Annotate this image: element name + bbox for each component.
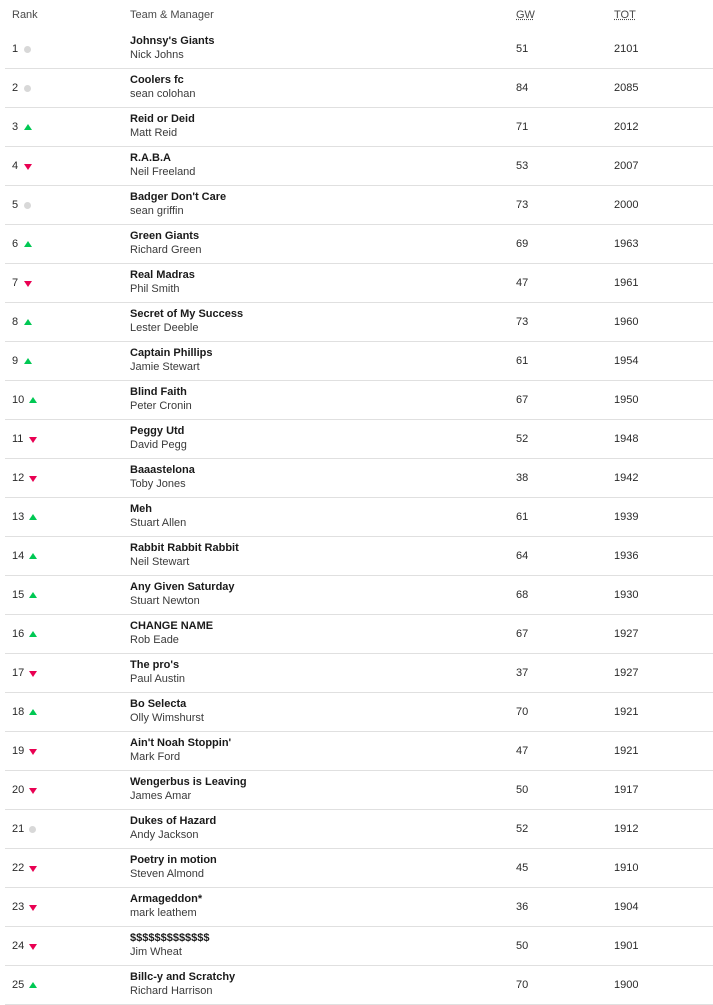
gameweek-points: 53 xyxy=(516,160,529,172)
gameweek-points: 52 xyxy=(516,823,529,835)
rank-number: 16 xyxy=(12,628,25,640)
gameweek-points: 45 xyxy=(516,862,529,874)
team-name-link[interactable]: Johnsy's Giants xyxy=(130,35,215,47)
table-row xyxy=(5,849,713,888)
rank-number: 1 xyxy=(12,43,19,55)
rank-number: 3 xyxy=(12,121,19,133)
manager-name: Phil Smith xyxy=(130,283,180,295)
rank-up-arrow-icon xyxy=(29,514,37,520)
team-name-link[interactable]: Blind Faith xyxy=(130,386,187,398)
rank-unchanged-dot-icon xyxy=(24,202,31,209)
table-row xyxy=(5,693,713,732)
total-points: 2012 xyxy=(614,121,639,133)
total-points: 1921 xyxy=(614,745,639,757)
gameweek-points: 64 xyxy=(516,550,529,562)
total-points: 1936 xyxy=(614,550,639,562)
team-name-link[interactable]: Badger Don't Care xyxy=(130,191,227,203)
team-name-link[interactable]: Reid or Deid xyxy=(130,113,195,125)
manager-name: Rob Eade xyxy=(130,634,179,646)
total-points: 2000 xyxy=(614,199,639,211)
rank-number: 17 xyxy=(12,667,25,679)
gameweek-points: 50 xyxy=(516,940,529,952)
team-name-link[interactable]: The pro's xyxy=(130,659,180,671)
team-name-link[interactable]: Bo Selecta xyxy=(130,698,187,710)
table-row xyxy=(5,888,713,927)
team-name-link[interactable]: Wengerbus is Leaving xyxy=(130,776,247,788)
team-name-link[interactable]: CHANGE NAME xyxy=(130,620,214,632)
manager-name: Lester Deeble xyxy=(130,322,199,334)
table-row xyxy=(5,69,713,108)
rank-number: 10 xyxy=(12,394,25,406)
manager-name: mark leathem xyxy=(130,907,197,919)
manager-name: Richard Green xyxy=(130,244,202,256)
total-points: 1921 xyxy=(614,706,639,718)
table-row xyxy=(5,459,713,498)
rank-column-header: Rank xyxy=(12,9,38,21)
team-name-link[interactable]: Peggy Utd xyxy=(130,425,185,437)
rank-number: 25 xyxy=(12,979,25,991)
total-points: 2101 xyxy=(614,43,639,55)
gameweek-points: 70 xyxy=(516,979,529,991)
rank-number: 23 xyxy=(12,901,25,913)
table-row xyxy=(5,654,713,693)
table-row xyxy=(5,810,713,849)
gameweek-points: 47 xyxy=(516,277,529,289)
rank-up-arrow-icon xyxy=(24,241,32,247)
rank-number: 18 xyxy=(12,706,25,718)
gameweek-points: 67 xyxy=(516,628,529,640)
manager-name: Stuart Allen xyxy=(130,517,187,529)
team-name-link[interactable]: Coolers fc xyxy=(130,74,184,86)
tot-column-header[interactable]: TOT xyxy=(614,9,636,21)
manager-name: Nick Johns xyxy=(130,49,184,61)
team-name-link[interactable]: Meh xyxy=(130,503,152,515)
manager-name: Andy Jackson xyxy=(130,829,199,841)
rank-unchanged-dot-icon xyxy=(24,46,31,53)
gameweek-points: 71 xyxy=(516,121,529,133)
gameweek-points: 69 xyxy=(516,238,529,250)
gameweek-points: 50 xyxy=(516,784,529,796)
manager-name: Steven Almond xyxy=(130,868,204,880)
total-points: 2085 xyxy=(614,82,639,94)
manager-name: Paul Austin xyxy=(130,673,186,685)
rank-number: 21 xyxy=(12,823,25,835)
total-points: 1904 xyxy=(614,901,639,913)
table-body xyxy=(0,30,713,1005)
total-points: 1901 xyxy=(614,940,639,952)
total-points: 2007 xyxy=(614,160,639,172)
rank-number: 12 xyxy=(12,472,25,484)
rank-number: 20 xyxy=(12,784,25,796)
manager-name: Toby Jones xyxy=(130,478,186,490)
table-row xyxy=(5,225,713,264)
rank-unchanged-dot-icon xyxy=(29,826,36,833)
manager-name: Neil Stewart xyxy=(130,556,190,568)
team-name-link[interactable]: Armageddon* xyxy=(130,893,203,905)
table-row xyxy=(5,771,713,810)
table-row xyxy=(5,576,713,615)
gameweek-points: 52 xyxy=(516,433,529,445)
gameweek-points: 68 xyxy=(516,589,529,601)
manager-name: Matt Reid xyxy=(130,127,178,139)
rank-number: 9 xyxy=(12,355,19,367)
rank-number: 4 xyxy=(12,160,19,172)
total-points: 1927 xyxy=(614,667,639,679)
total-points: 1917 xyxy=(614,784,639,796)
table-row xyxy=(5,537,713,576)
table-row xyxy=(5,498,713,537)
team-name-link[interactable]: $$$$$$$$$$$$$ xyxy=(130,932,210,944)
table-row xyxy=(5,342,713,381)
manager-name: Peter Cronin xyxy=(130,400,192,412)
total-points: 1960 xyxy=(614,316,639,328)
rank-down-arrow-icon xyxy=(24,164,32,170)
manager-name: Stuart Newton xyxy=(130,595,200,607)
manager-name: sean griffin xyxy=(130,205,184,217)
rank-up-arrow-icon xyxy=(29,709,37,715)
gameweek-points: 36 xyxy=(516,901,529,913)
rank-down-arrow-icon xyxy=(29,944,37,950)
team-name-link[interactable]: Ain't Noah Stoppin' xyxy=(130,737,232,749)
rank-up-arrow-icon xyxy=(24,319,32,325)
rank-number: 14 xyxy=(12,550,25,562)
rank-number: 6 xyxy=(12,238,19,250)
rank-up-arrow-icon xyxy=(29,553,37,559)
rank-number: 11 xyxy=(12,433,24,445)
total-points: 1954 xyxy=(614,355,639,367)
manager-name: David Pegg xyxy=(130,439,187,451)
table-row xyxy=(5,381,713,420)
rank-number: 24 xyxy=(12,940,25,952)
total-points: 1961 xyxy=(614,277,639,289)
gameweek-points: 51 xyxy=(516,43,529,55)
gameweek-points: 61 xyxy=(516,355,529,367)
rank-up-arrow-icon xyxy=(29,982,37,988)
rank-up-arrow-icon xyxy=(29,592,37,598)
manager-name: Jim Wheat xyxy=(130,946,182,958)
rank-up-arrow-icon xyxy=(29,397,37,403)
rank-up-arrow-icon xyxy=(24,358,32,364)
rank-number: 5 xyxy=(12,199,19,211)
manager-name: Jamie Stewart xyxy=(130,361,200,373)
gameweek-points: 70 xyxy=(516,706,529,718)
gameweek-points: 73 xyxy=(516,316,529,328)
rank-unchanged-dot-icon xyxy=(24,85,31,92)
rank-up-arrow-icon xyxy=(29,631,37,637)
team-manager-column-header: Team & Manager xyxy=(130,9,214,21)
manager-name: James Amar xyxy=(130,790,192,802)
table-row xyxy=(5,186,713,225)
table-row xyxy=(5,108,713,147)
manager-name: sean colohan xyxy=(130,88,196,100)
rank-down-arrow-icon xyxy=(24,281,32,287)
table-row xyxy=(5,927,713,966)
rank-number: 7 xyxy=(12,277,19,289)
manager-name: Olly Wimshurst xyxy=(130,712,204,724)
team-name-link[interactable]: Captain Phillips xyxy=(130,347,213,359)
gameweek-points: 37 xyxy=(516,667,529,679)
table-row xyxy=(5,147,713,186)
team-name-link[interactable]: Real Madras xyxy=(130,269,195,281)
total-points: 1939 xyxy=(614,511,639,523)
table-header xyxy=(0,0,713,30)
table-row xyxy=(5,30,713,69)
rank-down-arrow-icon xyxy=(29,905,37,911)
total-points: 1948 xyxy=(614,433,639,445)
rank-number: 2 xyxy=(12,82,19,94)
total-points: 1912 xyxy=(614,823,639,835)
gameweek-points: 47 xyxy=(516,745,529,757)
manager-name: Neil Freeland xyxy=(130,166,196,178)
gameweek-points: 73 xyxy=(516,199,529,211)
team-name-link[interactable]: Billc-y and Scratchy xyxy=(130,971,236,983)
total-points: 1942 xyxy=(614,472,639,484)
team-name-link[interactable]: Rabbit Rabbit Rabbit xyxy=(130,542,239,554)
gameweek-points: 61 xyxy=(516,511,529,523)
table-row xyxy=(5,420,713,459)
rank-down-arrow-icon xyxy=(29,437,37,443)
team-name-link[interactable]: Baaastelona xyxy=(130,464,195,476)
table-row xyxy=(5,303,713,342)
team-name-link[interactable]: R.A.B.A xyxy=(130,152,171,164)
total-points: 1900 xyxy=(614,979,639,991)
rank-number: 19 xyxy=(12,745,25,757)
gameweek-points: 84 xyxy=(516,82,529,94)
rank-down-arrow-icon xyxy=(29,788,37,794)
total-points: 1910 xyxy=(614,862,639,874)
rank-down-arrow-icon xyxy=(29,476,37,482)
rank-number: 13 xyxy=(12,511,25,523)
manager-name: Mark Ford xyxy=(130,751,181,763)
rank-down-arrow-icon xyxy=(29,749,37,755)
total-points: 1950 xyxy=(614,394,639,406)
total-points: 1963 xyxy=(614,238,639,250)
team-name-link[interactable]: Any Given Saturday xyxy=(130,581,235,593)
table-row xyxy=(5,264,713,303)
total-points: 1930 xyxy=(614,589,639,601)
team-name-link[interactable]: Green Giants xyxy=(130,230,200,242)
table-row xyxy=(5,732,713,771)
rank-up-arrow-icon xyxy=(24,124,32,130)
team-name-link[interactable]: Dukes of Hazard xyxy=(130,815,217,827)
rank-down-arrow-icon xyxy=(29,866,37,872)
rank-number: 15 xyxy=(12,589,25,601)
gameweek-points: 38 xyxy=(516,472,529,484)
gameweek-points: 67 xyxy=(516,394,529,406)
total-points: 1927 xyxy=(614,628,639,640)
manager-name: Richard Harrison xyxy=(130,985,213,997)
team-name-link[interactable]: Poetry in motion xyxy=(130,854,217,866)
table-row xyxy=(5,966,713,1005)
rank-number: 8 xyxy=(12,316,19,328)
team-name-link[interactable]: Secret of My Success xyxy=(130,308,244,320)
rank-number: 22 xyxy=(12,862,25,874)
gw-column-header[interactable]: GW xyxy=(516,9,535,21)
table-row xyxy=(5,615,713,654)
rank-down-arrow-icon xyxy=(29,671,37,677)
